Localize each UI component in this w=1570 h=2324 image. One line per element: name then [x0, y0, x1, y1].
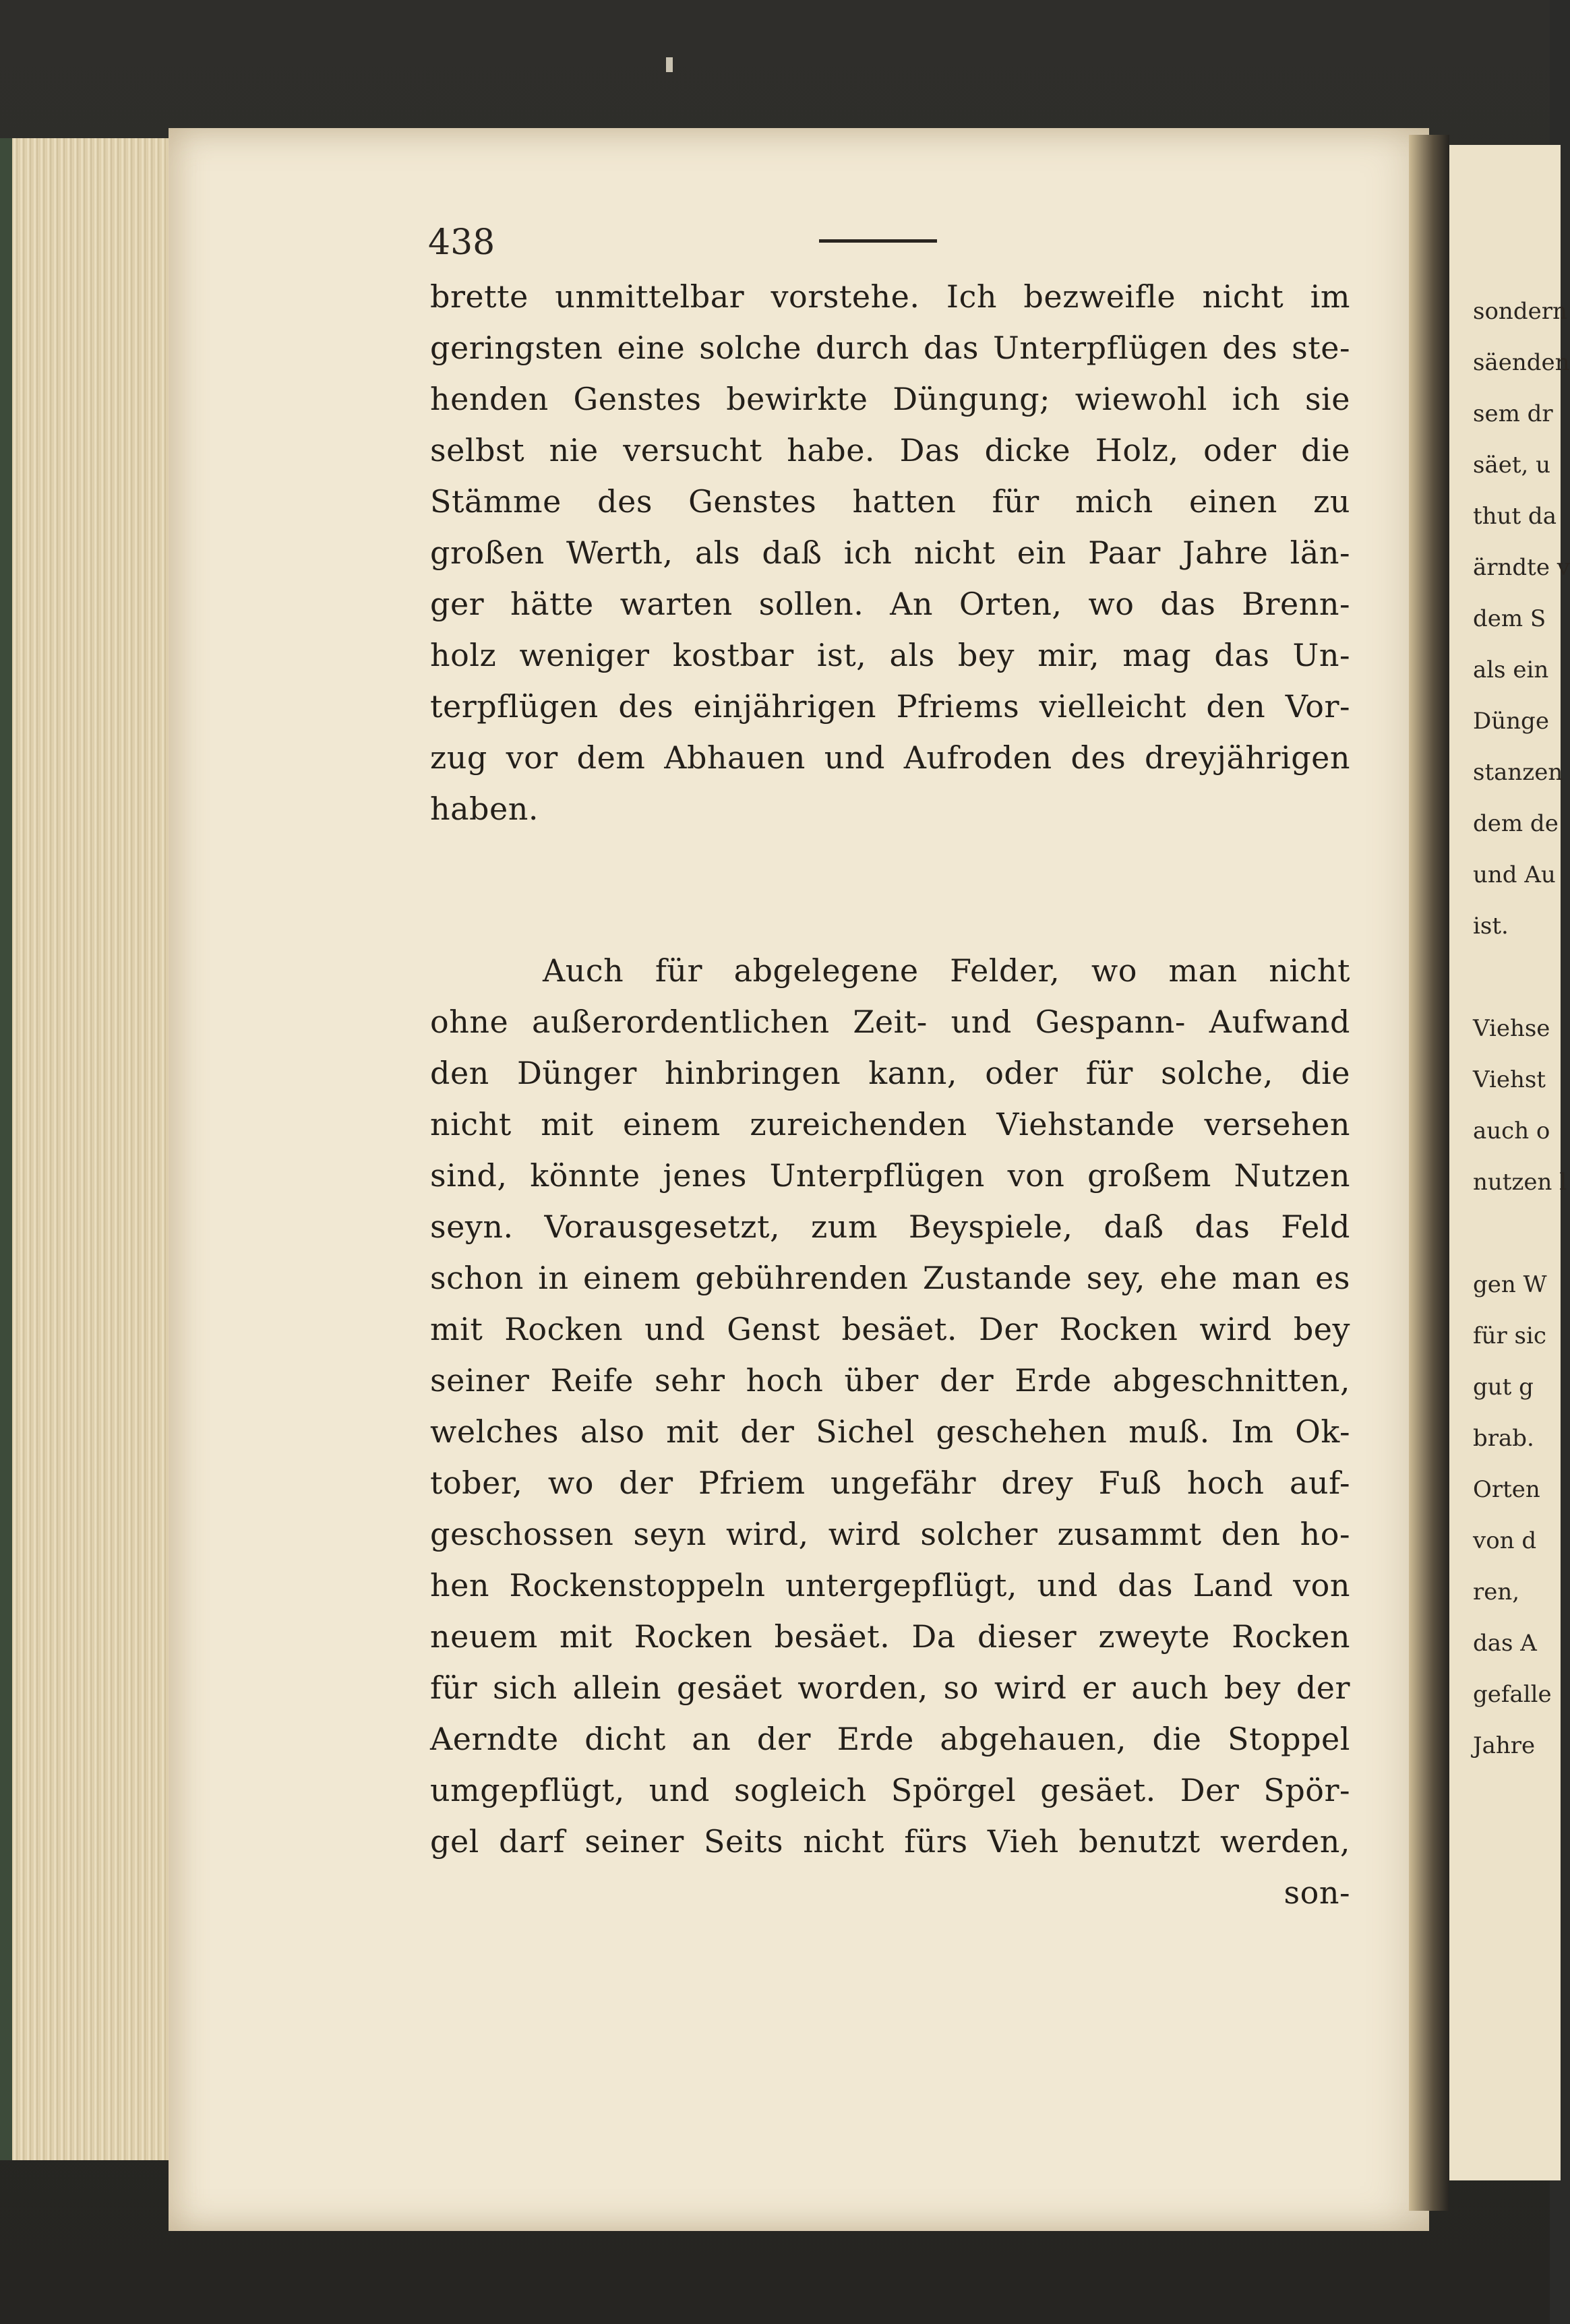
text-line: seiner Reife sehr hoch über der Erde abgeschnitten, — [430, 1362, 1350, 1399]
text-line: ger hätte warten sollen. An Orten, wo das Brenn- — [430, 586, 1350, 622]
text-line: selbst nie versucht habe. Das dicke Holz, oder die — [430, 432, 1350, 468]
facing-page-fragment: von d — [1473, 1527, 1537, 1554]
page-number: 438 — [428, 222, 495, 263]
facing-page-fragment: Jahre — [1473, 1732, 1536, 1759]
facing-page-fragment: nutzen l — [1473, 1169, 1567, 1196]
facing-page-fragment: und Au — [1473, 861, 1556, 888]
text-line: hen Rockenstoppeln untergepflügt, und das Land von — [430, 1567, 1350, 1603]
facing-page-fragment: brab. — [1473, 1425, 1534, 1452]
text-line: den Dünger hinbringen kann, oder für solche, die — [430, 1055, 1350, 1091]
facing-page-fragment: ärndte v — [1473, 554, 1570, 581]
text-line: Stämme des Genstes hatten für mich einen zu — [430, 483, 1350, 520]
text-line: ohne außerordentlichen Zeit- und Gespann- Aufwand — [430, 1004, 1350, 1040]
top-dust-mark — [666, 57, 673, 72]
facing-page-fragment: Dünge — [1473, 708, 1549, 735]
text-line: für sich allein gesäet worden, so wird er auch bey der — [430, 1670, 1350, 1706]
header-rule — [819, 239, 937, 243]
text-line: welches also mit der Sichel geschehen muß. Im Ok- — [430, 1413, 1350, 1450]
facing-page-fragment: gen W — [1473, 1271, 1547, 1298]
facing-page-fragment: Viehse — [1473, 1015, 1550, 1042]
facing-page-fragment: dem S — [1473, 605, 1546, 632]
facing-page-fragment: gut g — [1473, 1374, 1534, 1401]
text-line: großen Werth, als daß ich nicht ein Paar Jahre län- — [430, 534, 1350, 571]
text-line: schon in einem gebührenden Zustande sey, ehe man es — [430, 1260, 1350, 1296]
facing-page-fragment: Orten — [1473, 1476, 1540, 1503]
text-line: mit Rocken und Genst besäet. Der Rocken wird bey — [430, 1311, 1350, 1347]
facing-page-fragment: ist. — [1473, 913, 1509, 940]
facing-page-fragment: sem dr — [1473, 400, 1553, 427]
text-line: umgepflügt, und sogleich Spörgel gesäet. Der Spör- — [430, 1772, 1350, 1808]
text-line: seyn. Vorausgesetzt, zum Beyspiele, daß das Feld — [430, 1209, 1350, 1245]
facing-page-fragment: Viehst — [1473, 1066, 1546, 1093]
facing-page-fragment: sondern — [1473, 298, 1567, 325]
facing-page-fragment: für sic — [1473, 1322, 1546, 1349]
text-line: geschossen seyn wird, wird solcher zusammt den ho- — [430, 1516, 1350, 1552]
text-line: brette unmittelbar vorstehe. Ich bezweifle nicht im — [430, 278, 1350, 315]
text-line: holz weniger kostbar ist, als bey mir, mag das Un- — [430, 637, 1350, 673]
text-line: henden Genstes bewirkte Düngung; wiewohl ich sie — [430, 381, 1350, 417]
text-line: nicht mit einem zureichenden Viehstande versehen — [430, 1106, 1350, 1142]
text-line: Aerndte dicht an der Erde abgehauen, die Stoppel — [430, 1721, 1350, 1757]
facing-page-fragment: dem de — [1473, 810, 1559, 837]
facing-page-fragment: das A — [1473, 1630, 1537, 1657]
text-line: neuem mit Rocken besäet. Da dieser zweyte Rocken — [430, 1618, 1350, 1655]
text-line: zug vor dem Abhauen und Aufroden des dreyjährigen — [430, 739, 1350, 776]
text-line: geringsten eine solche durch das Unterpflügen des ste- — [430, 330, 1350, 366]
facing-page-fragment: stanzen — [1473, 759, 1563, 786]
text-line: terpflügen des einjährigen Pfriems vielleicht den Vor- — [430, 688, 1350, 725]
facing-page-fragment: auch o — [1473, 1118, 1550, 1144]
facing-page-fragment: säet, u — [1473, 452, 1551, 479]
text-line: Auch für abgelegene Felder, wo man nicht — [543, 952, 1350, 989]
facing-page-fragment: gefalle — [1473, 1681, 1552, 1708]
facing-page-fragment: säenden — [1473, 349, 1570, 376]
facing-page-fragment: thut da — [1473, 503, 1557, 530]
text-line: sind, könnte jenes Unterpflügen von großem Nutzen — [430, 1157, 1350, 1194]
catchword: son- — [1284, 1874, 1350, 1911]
text-line: haben. — [430, 791, 539, 827]
text-line: gel darf seiner Seits nicht fürs Vieh benutzt werden, — [430, 1823, 1350, 1860]
book-page-edges — [0, 138, 182, 2160]
facing-page-fragment: als ein — [1473, 656, 1549, 683]
book-gutter — [1409, 135, 1449, 2211]
text-line: tober, wo der Pfriem ungefähr drey Fuß hoch auf- — [430, 1465, 1350, 1501]
facing-page-fragment: ren, — [1473, 1579, 1520, 1606]
